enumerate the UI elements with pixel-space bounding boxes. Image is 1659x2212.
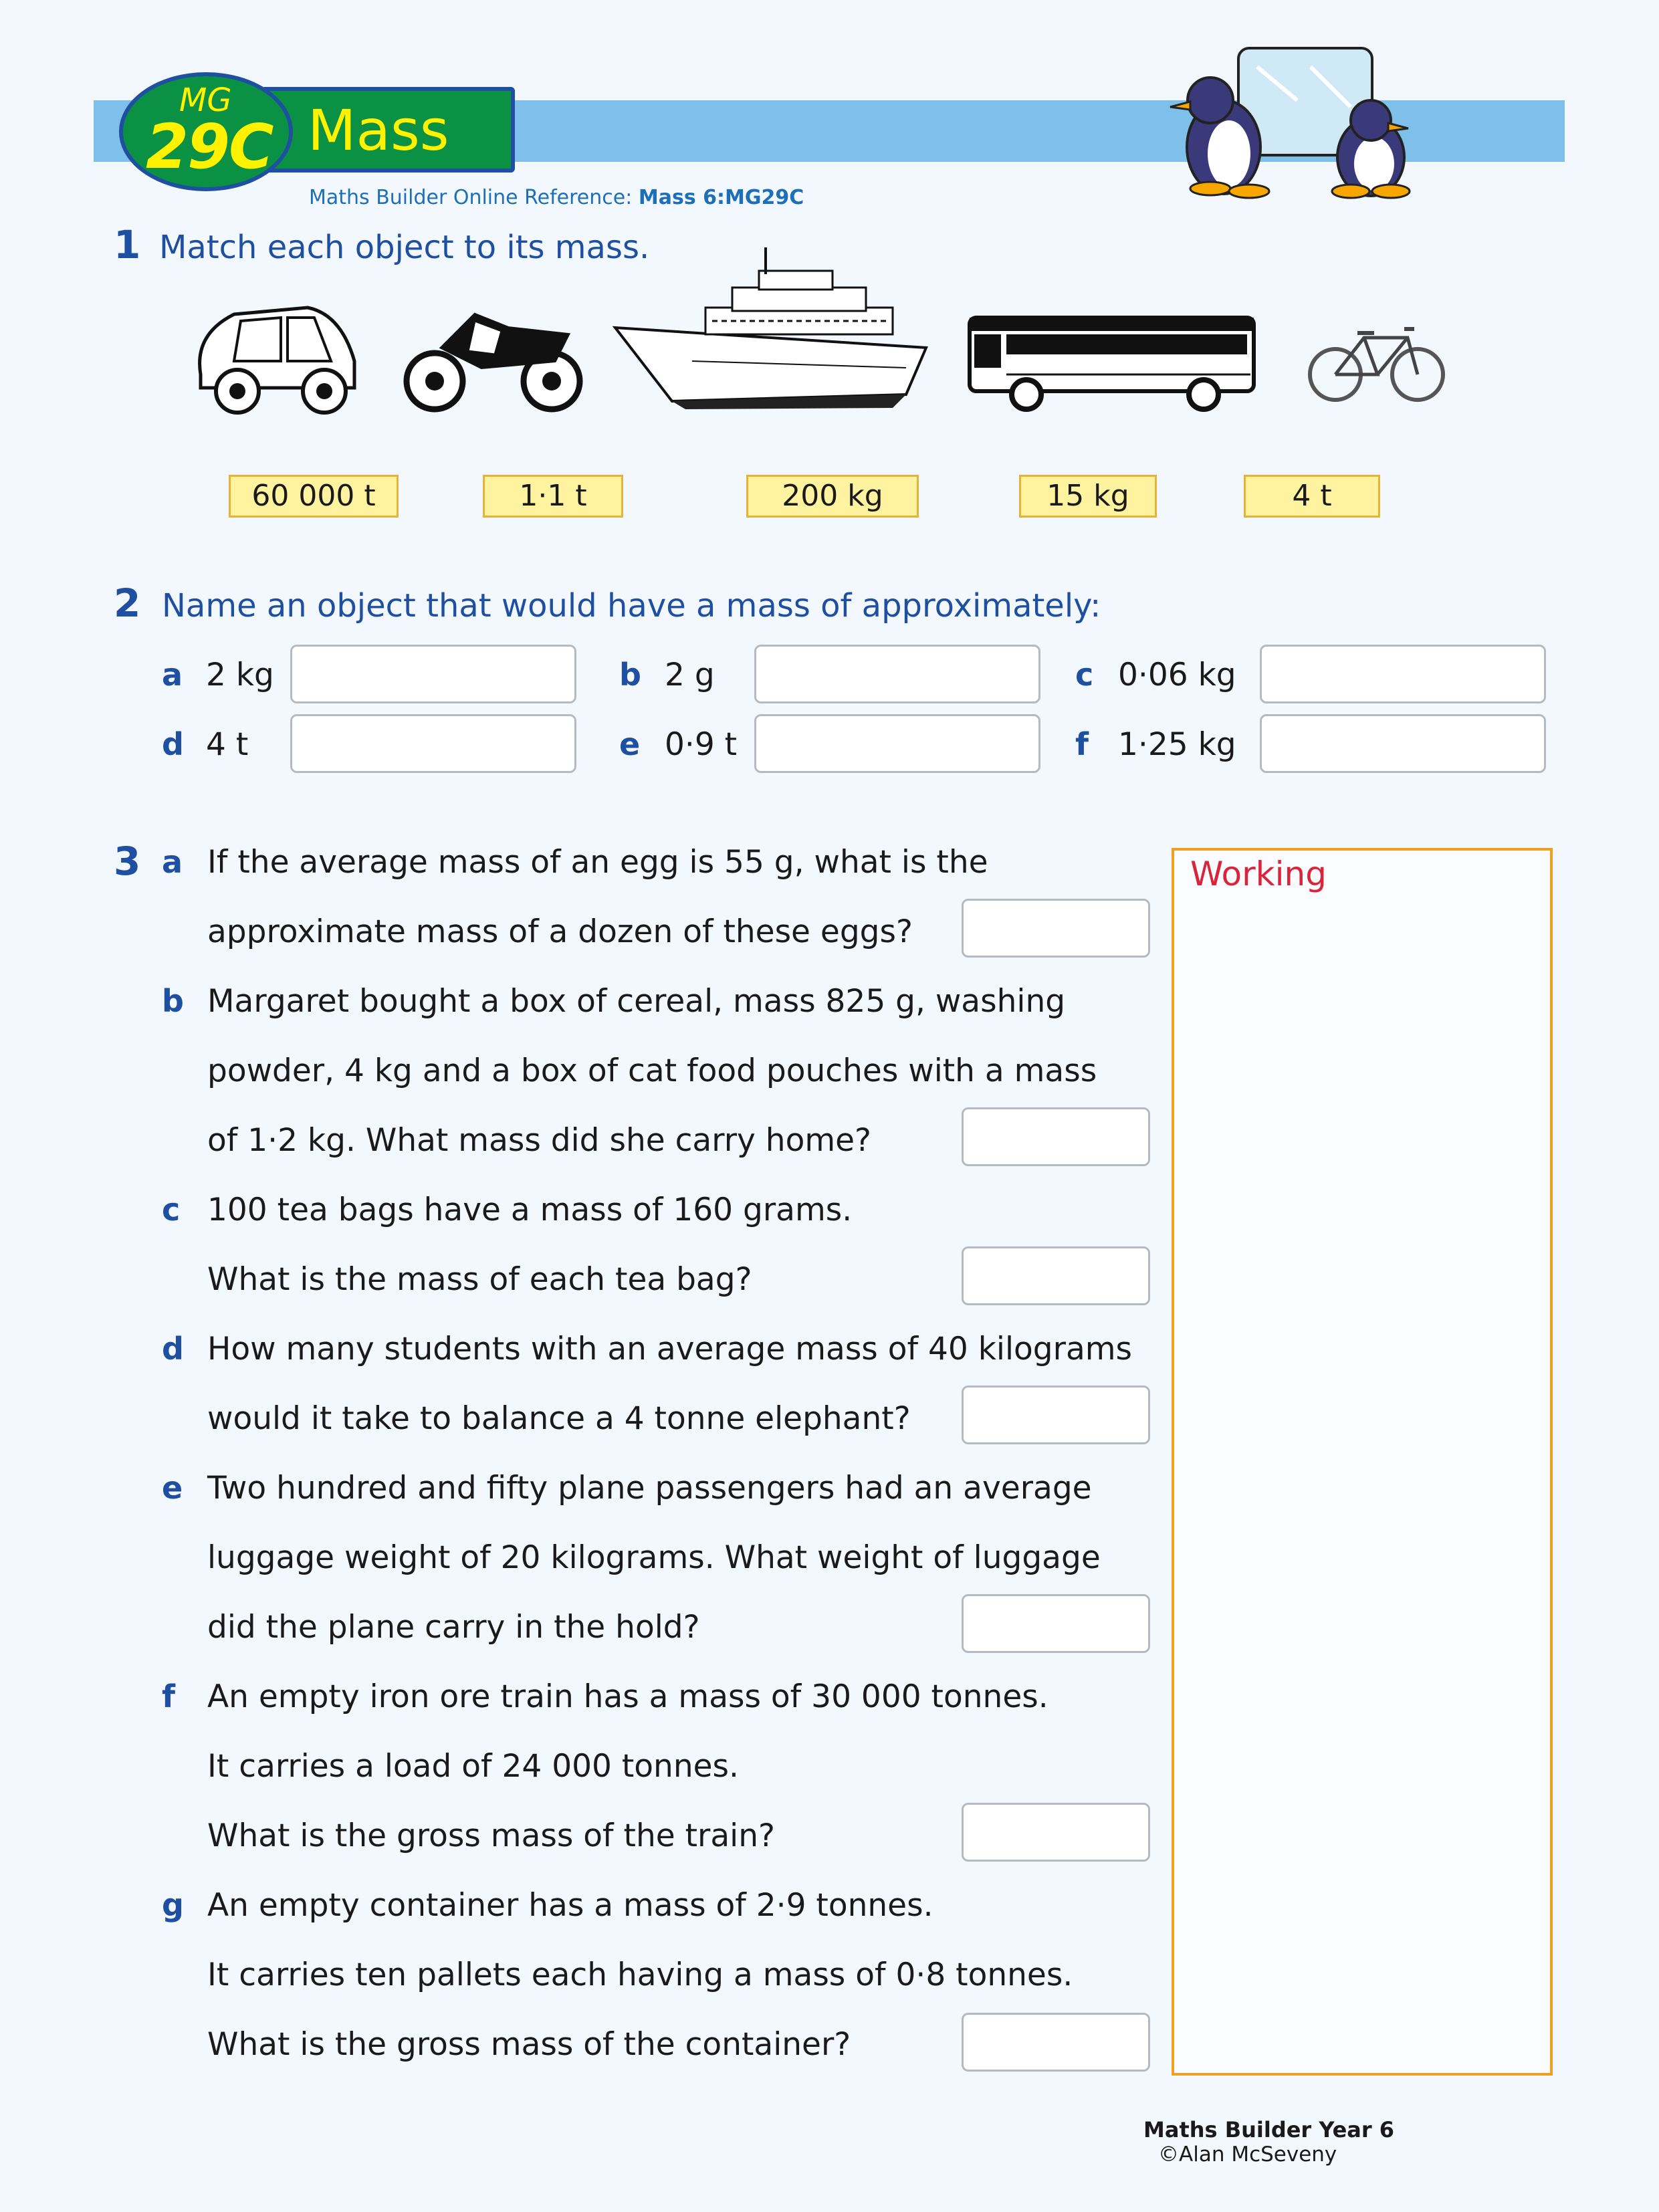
code-badge-prefix: MG [179,82,232,119]
question-3-number: 3 [114,839,141,884]
mass-label-2: 1·1 t [483,475,623,518]
working-label: Working [1190,855,1327,893]
q2-letter-a: a [162,657,183,693]
q2-answer-d[interactable] [290,714,576,773]
q2-answer-b[interactable] [754,645,1040,703]
page-title: Mass [308,98,449,163]
reference-code: Mass 6:MG29C [638,186,804,209]
question-1-text: Match each object to its mass. [159,229,650,266]
q3a-answer[interactable] [962,899,1150,958]
q2-letter-b: b [619,657,641,693]
question-2-number: 2 [114,580,141,626]
footer-copyright: ©Alan McSeveny [1158,2142,1337,2167]
q3e-line-3: did the plane carry in the hold? [207,1609,700,1646]
q3g-line-2: It carries ten pallets each having a mass of 0·8 tonnes. [207,1957,1073,1993]
q2-letter-d: d [162,726,184,762]
q2-answer-f[interactable] [1260,714,1546,773]
q3-letter-e: e [162,1470,183,1506]
q2-answer-a[interactable] [290,645,576,703]
q3f-line-3: What is the gross mass of the train? [207,1817,775,1854]
q3-letter-a: a [162,844,183,880]
q2-letter-e: e [619,726,641,762]
working-box[interactable] [1172,848,1553,2076]
q3f-line-2: It carries a load of 24 000 tonnes. [207,1748,739,1785]
code-badge-number: 29C [146,111,273,183]
q2-value-f: 1·25 kg [1118,726,1236,763]
q3b-line-2: powder, 4 kg and a box of cat food pouches with a mass [207,1053,1097,1089]
q3g-line-1: An empty container has a mass of 2·9 tonnes. [207,1887,933,1924]
q3-letter-d: d [162,1331,184,1367]
q2-answer-c[interactable] [1260,645,1546,703]
q2-value-b: 2 g [665,657,715,693]
q3f-line-1: An empty iron ore train has a mass of 30 000 tonnes. [207,1678,1048,1715]
q3-letter-b: b [162,983,184,1019]
q2-value-d: 4 t [206,726,249,763]
q3-letter-f: f [162,1678,176,1715]
reference-prefix: Maths Builder Online Reference: [309,186,633,209]
q3e-line-1: Two hundred and fifty plane passengers had an average [207,1470,1092,1507]
q2-answer-e[interactable] [754,714,1040,773]
question-2-text: Name an object that would have a mass of approximately: [162,587,1101,625]
q3-letter-c: c [162,1192,181,1228]
q3d-answer[interactable] [962,1386,1150,1444]
q3c-line-1: 100 tea bags have a mass of 160 grams. [207,1192,853,1228]
q3b-answer[interactable] [962,1107,1150,1166]
q3b-line-3: of 1·2 kg. What mass did she carry home? [207,1122,871,1159]
bus-icon [966,311,1260,411]
q3f-answer[interactable] [962,1803,1150,1862]
q2-letter-f: f [1075,726,1089,762]
q3d-line-2: would it take to balance a 4 tonne elephant? [207,1400,911,1437]
q3c-line-2: What is the mass of each tea bag? [207,1261,752,1298]
q2-value-e: 0·9 t [665,726,738,763]
q3a-line-1: If the average mass of an egg is 55 g, what is the [207,844,988,881]
mass-label-4: 15 kg [1019,475,1157,518]
bicycle-icon [1307,321,1448,408]
q3d-line-1: How many students with an average mass of 40 kilograms [207,1331,1133,1367]
online-reference [309,186,804,209]
q3b-line-1: Margaret bought a box of cereal, mass 825 g, washing [207,983,1066,1020]
q2-value-a: 2 kg [206,657,274,693]
q3g-line-3: What is the gross mass of the container? [207,2026,851,2063]
footer-book-title: Maths Builder Year 6 [1143,2117,1395,2142]
q3e-line-2: luggage weight of 20 kilograms. What weight of luggage [207,1539,1101,1576]
q3c-answer[interactable] [962,1246,1150,1305]
mass-label-5: 4 t [1244,475,1380,518]
mass-label-3: 200 kg [746,475,919,518]
motorbike-icon [401,294,588,415]
car-icon [187,288,368,421]
q2-value-c: 0·06 kg [1118,657,1236,693]
question-1-number: 1 [114,222,141,267]
mass-label-1: 60 000 t [229,475,399,518]
q3a-line-2: approximate mass of a dozen of these eggs? [207,913,913,950]
q3g-answer[interactable] [962,2013,1150,2072]
q2-letter-c: c [1075,657,1094,693]
ship-icon [612,247,939,415]
q3-letter-g: g [162,1887,184,1923]
q3e-answer[interactable] [962,1594,1150,1653]
penguins-icon [1164,40,1418,194]
